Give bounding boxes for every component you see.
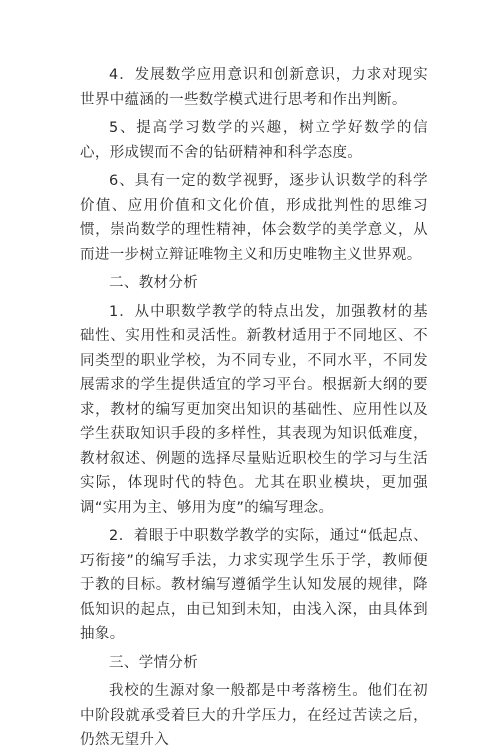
textbook-analysis-paragraph-1: 1．从中职数学教学的特点出发，加强教材的基础性、实用性和灵活性。新教材适用于不同地区、不同类型的职业学校，为不同专业，不同水平，不同发展需求的学生提供适宜的学习平台。根据新大纲的要求，教材的编写更加突出知识的基础性、应用性以及学生获取知识手段的多样性，其表现为知识低难度，教材叙述、例题的选择尽量贴近职校生的学习与生活实际，体现时代的特色。尤其在职业模块，更加强调“实用为主、够用为度”的编写理念。: [80, 303, 428, 516]
textbook-analysis-paragraph-2: 2．着眼于中职数学教学的实际，通过“低起点、巧衔接”的编写手法，力求实现学生乐于学，教师便于教的目标。教材编写遵循学生认知发展的规律，降低知识的起点，由已知到未知，由浅入深，由具体到抽象。: [80, 528, 428, 642]
goal-4-paragraph: 4．发展数学应用意识和创新意识，力求对现实世界中蕴涵的一些数学模式进行思考和作出判断。: [80, 67, 428, 108]
goal-5-paragraph: 5、提高学习数学的兴趣，树立学好数学的信心，形成锲而不舍的钻研精神和科学态度。: [80, 120, 428, 161]
section-heading-textbook-analysis: 二、教材分析: [109, 275, 199, 291]
section-heading-student-analysis: 三、学情分析: [109, 654, 199, 671]
student-analysis-paragraph: 我校的生源对象一般都是中考落榜生。他们在初中阶段就承受着巨大的升学压力，在经过苦读之后，仍然无望升入: [80, 683, 428, 748]
goal-6-paragraph: 6、具有一定的数学视野，逐步认识数学的科学价值、应用价值和文化价值，形成批判性的思维习惯，崇尚数学的理性精神，体会数学的美学意义，从而进一步树立辩证唯物主义和历史唯物主义世界观。: [80, 173, 428, 263]
